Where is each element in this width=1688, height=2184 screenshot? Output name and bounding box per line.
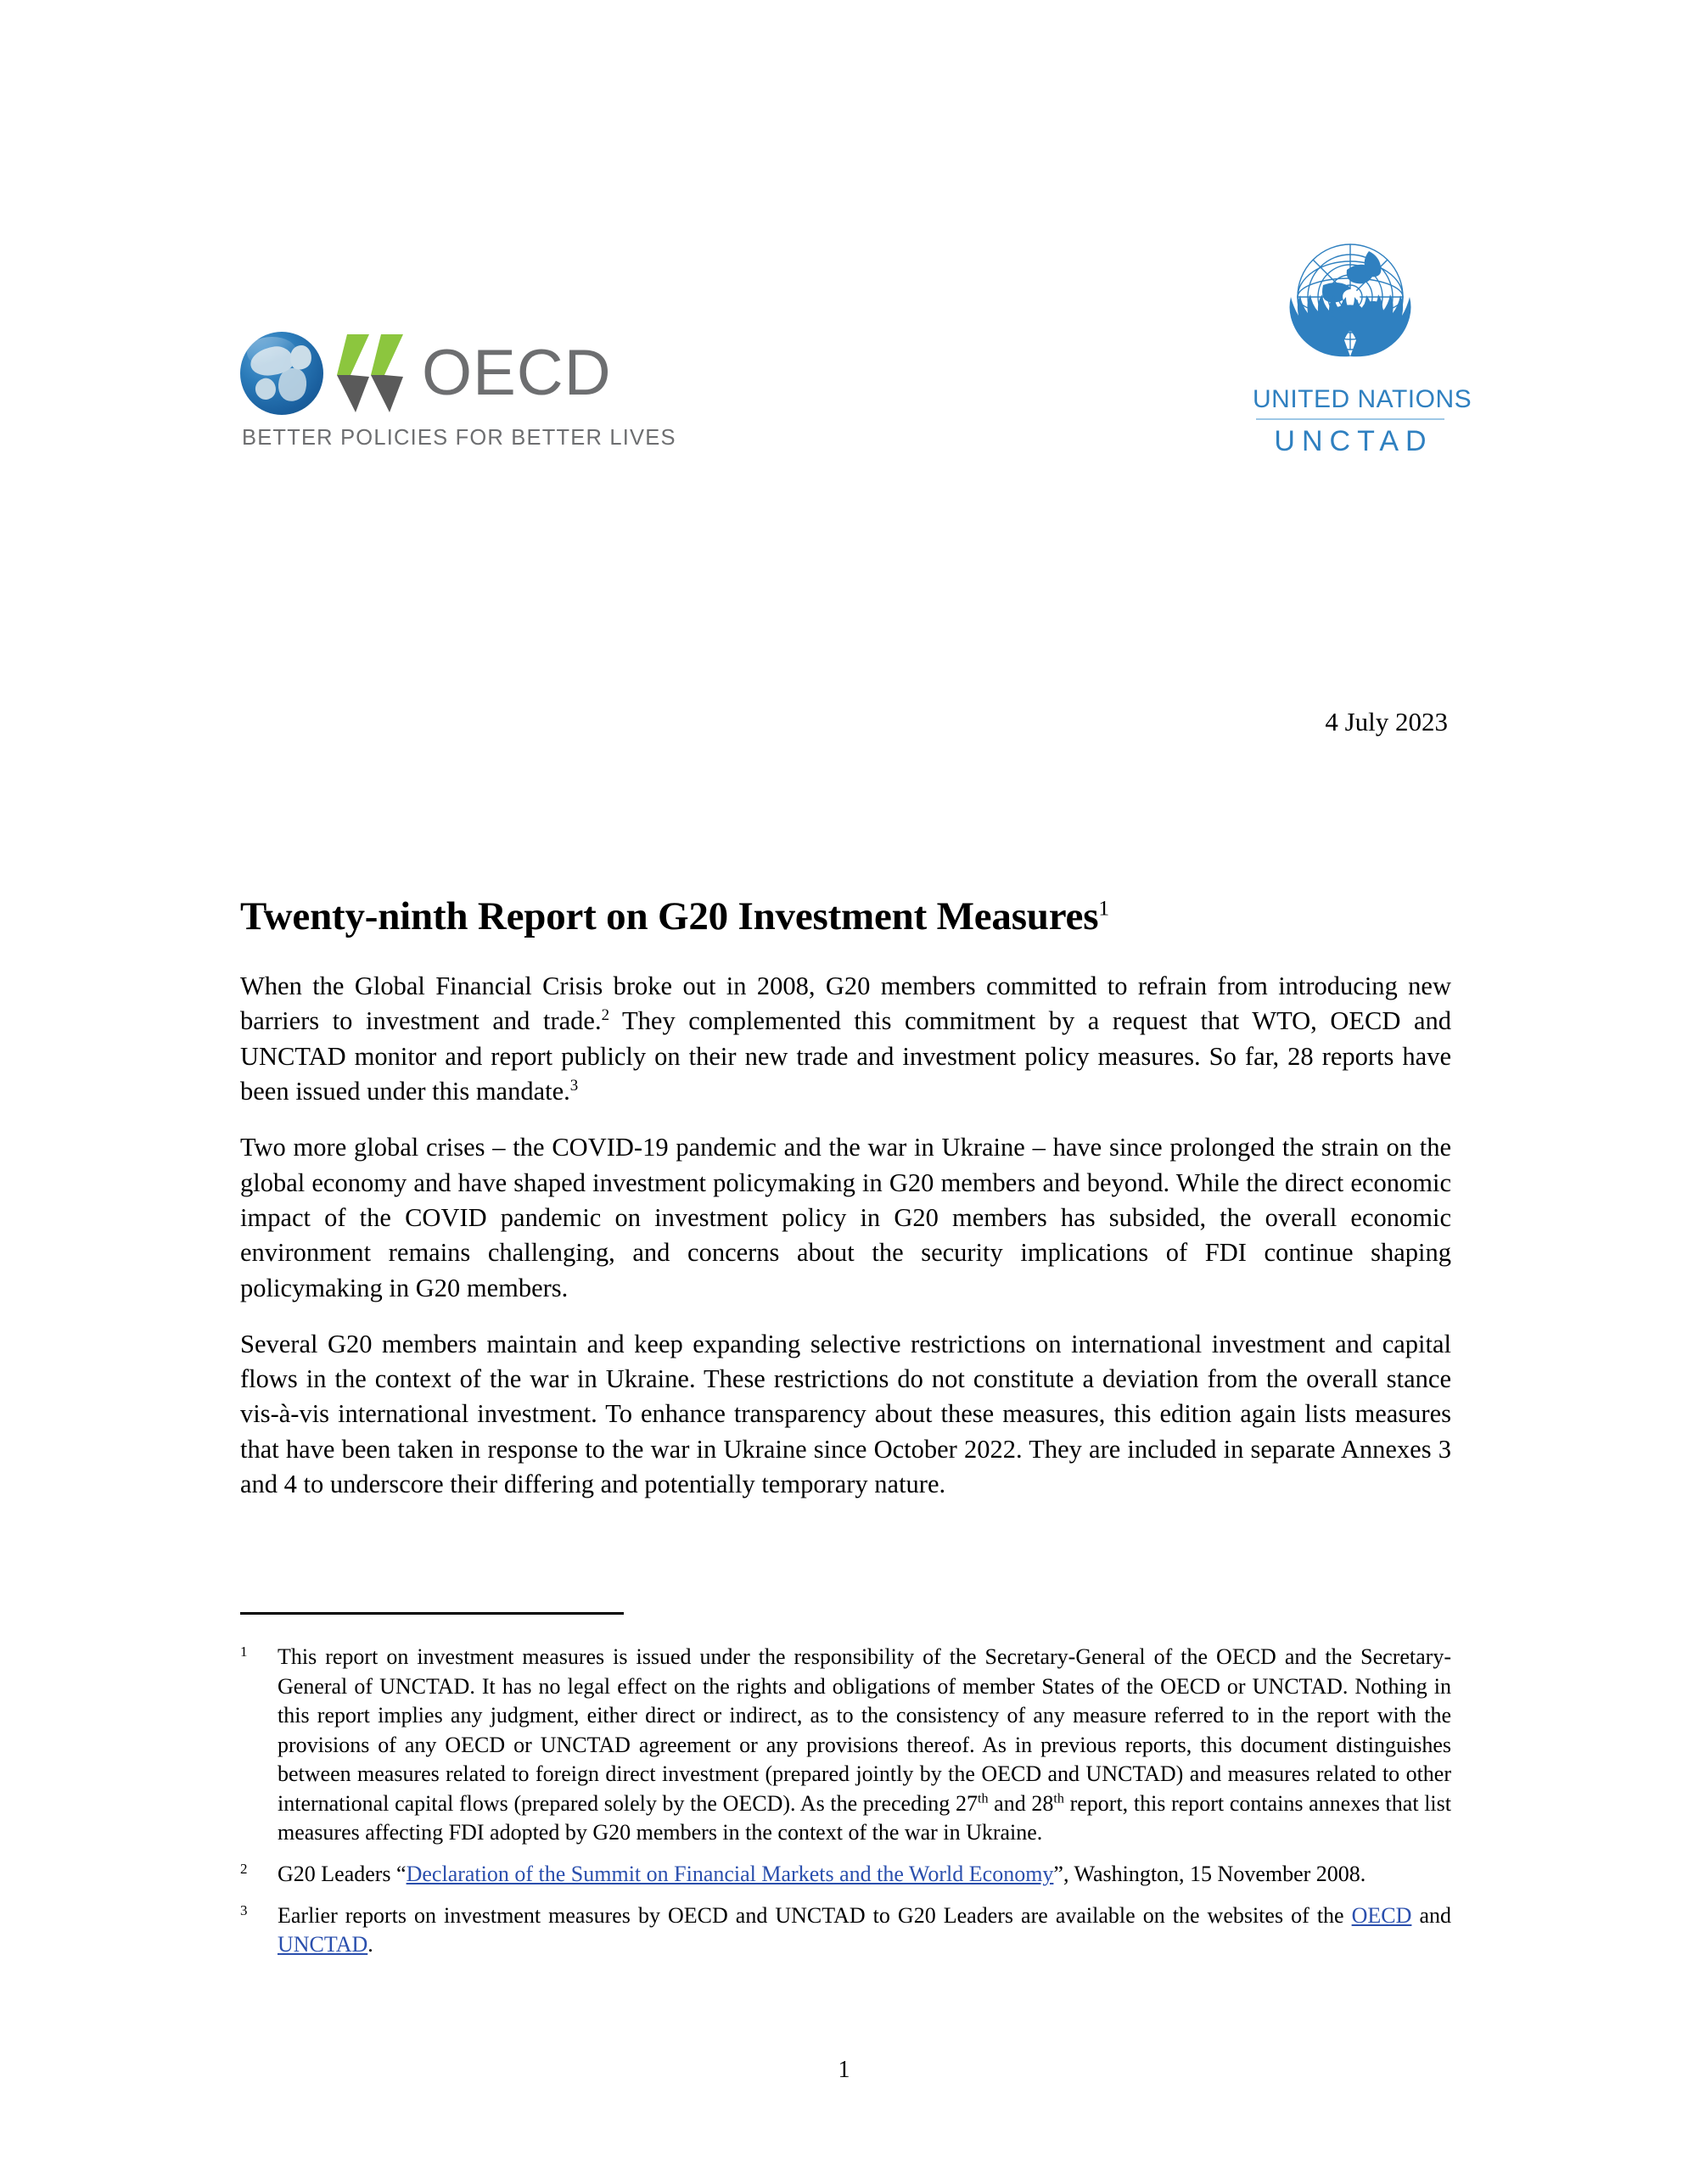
text-run: Earlier reports on investment measures by OECD and UNCTAD to G20 Leaders are available on the websites of the <box>278 1902 1352 1928</box>
text-run: They complemented this commitment by a request that WTO, OECD and UNCTAD monitor and report publicly on their new trade and investment policy measures. So far, 28 reports have been issued under this mandate. <box>240 1006 1451 1106</box>
body-paragraph <box>240 969 1451 1109</box>
oecd-chevron-icon <box>335 333 408 414</box>
globe-highlight <box>247 337 297 368</box>
text-run: and 28 <box>988 1790 1054 1816</box>
footnote-item <box>240 1901 1451 1960</box>
globe-landmass-americas <box>288 344 313 372</box>
oecd-wordmark: OECD <box>422 337 612 409</box>
hyperlink[interactable]: OECD <box>1351 1902 1412 1928</box>
document-date: 4 July 2023 <box>1325 707 1448 736</box>
title-footnote-marker: 1 <box>1098 895 1110 921</box>
footnote-reference[interactable]: 3 <box>569 1076 579 1095</box>
globe-landmass-africa <box>252 376 278 402</box>
footnote-reference[interactable]: 2 <box>601 1006 610 1025</box>
oecd-tagline: BETTER POLICIES FOR BETTER LIVES <box>242 426 676 450</box>
oecd-globe-icon <box>240 332 323 415</box>
text-run: When the Global Financial Crisis broke out in 2008, G20 members committed to refrain from introducing new barriers to investment and trade. <box>240 972 1451 1036</box>
oecd-logomark <box>240 331 639 416</box>
footnote-number: 3 <box>240 1901 248 1918</box>
page-title-text: Twenty-ninth Report on G20 Investment Measures <box>240 894 1099 939</box>
footnote-number: 1 <box>240 1644 248 1660</box>
logo-header <box>240 229 1472 484</box>
footnote-text <box>278 1901 1451 1960</box>
footnote-number: 2 <box>240 1861 248 1878</box>
footnote-text <box>278 1860 1451 1890</box>
text-run: G20 Leaders “ <box>278 1862 407 1887</box>
body-paragraph <box>240 1327 1451 1503</box>
footnote-item <box>240 1643 1451 1848</box>
footnote-reference[interactable]: th <box>1053 1791 1064 1806</box>
footnote-reference[interactable]: th <box>977 1791 989 1806</box>
body-paragraph <box>240 1130 1451 1306</box>
page-number: 1 <box>838 2057 850 2083</box>
text-run: . <box>367 1932 373 1957</box>
un-organisation-name: UNITED NATIONS <box>1253 385 1472 413</box>
footnote-text <box>278 1643 1451 1848</box>
un-emblem-icon <box>1265 229 1435 384</box>
footnote-item <box>240 1860 1451 1890</box>
page-title <box>240 893 1448 939</box>
un-divider <box>1256 418 1444 420</box>
text-run: This report on investment measures is issued under the responsibility of the Secretary-General of the OECD and the Secretary-General of UNCTAD. It has no legal effect on the rights and obligations of member States of the OECD or UNCTAD. Nothing in this report implies any judgment, either direct or indirect, as to the consistency of any measure referred to in the report with the provisions of any OECD or UNCTAD agreement or any provisions thereof. As in previous reports, this document distinguishes between measures related to foreign direct investment (prepared jointly by the OECD and UNCTAD) and measures related to other international capital flows (prepared solely by the OECD). As the preceding 27 <box>278 1644 1451 1816</box>
text-run: and <box>1411 1902 1451 1928</box>
body-text <box>240 969 1451 1502</box>
hyperlink[interactable]: Declaration of the Summit on Financial Markets and the World Economy <box>406 1862 1054 1887</box>
text-run: Two more global crises – the COVID-19 pandemic and the war in Ukraine – have since prolonged the strain on the global economy and have shaped investment policymaking in G20 members and beyond. While the direct economic impact of the COVID pandemic on investment policy in G20 members has subsided, the overall economic environment remains challenging, and concerns about the security implications of FDI continue shaping policymaking in G20 members. <box>240 1133 1451 1302</box>
hyperlink[interactable]: UNCTAD <box>278 1932 368 1957</box>
unctad-logo <box>1253 229 1472 458</box>
text-run: Several G20 members maintain and keep expanding selective restrictions on international investment and capital flows in the context of the war in Ukraine. These restrictions do not constitute a deviation from the overall stance vis-à-vis international investment. To enhance transparency about these measures, this edition again lists measures that have been taken in response to the war in Ukraine since October 2022. They are included in separate Annexes 3 and 4 to underscore their differing and potentially temporary nature. <box>240 1329 1451 1499</box>
unctad-acronym: UNCTAD <box>1274 425 1433 457</box>
oecd-logo <box>240 331 676 451</box>
footnote-separator <box>240 1612 624 1615</box>
text-run: ”, Washington, 15 November 2008. <box>1053 1862 1366 1887</box>
text-run: report, this report contains annexes that list measures affecting FDI adopted by G20 members in the context of the war in Ukraine. <box>278 1790 1451 1845</box>
footnote-list <box>240 1643 1451 1960</box>
